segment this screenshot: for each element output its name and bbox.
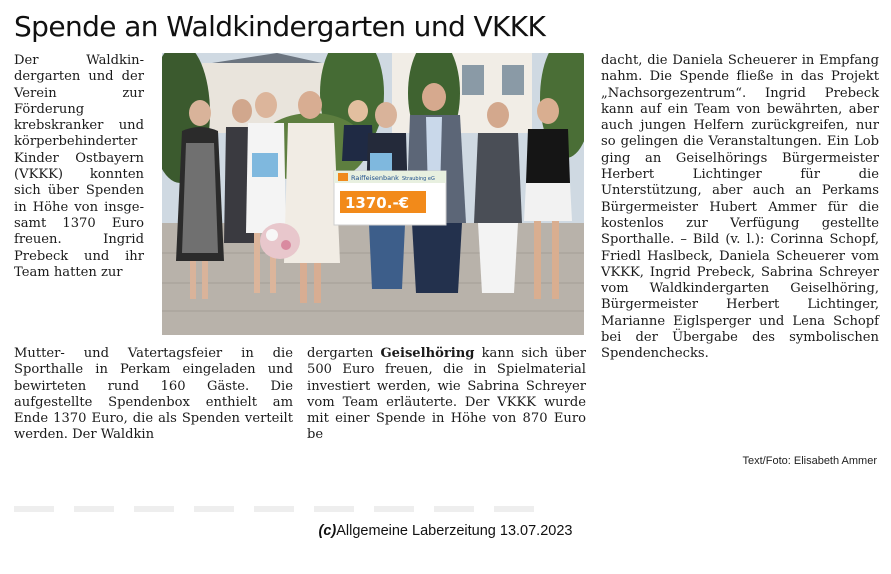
source-text: Allgemeine Laberzeitung 13.07.2023 — [336, 523, 573, 539]
source-line — [0, 523, 891, 539]
article-column-1-top: Der Waldkindergarten und der Verein zur Förderung krebskranker und körperbehinderter Kinder Ostbayern (VKKK) konnten sich über Spenden in Höhe von insgesamt 1370 Euro freuen. Ingrid Prebeck und ihr Team hatten zur — [14, 53, 144, 280]
article-column-1-bottom: Mutter- und Vatertagsfeier in die Sporthalle in Perkam eingeladen und bewirteten rund 160 Gäste. Die aufgestellte Spendenbox enthielt am Ende 1370 Euro, die als Spenden verteilt werden. Der Waldkin — [14, 346, 293, 443]
photo-credit: Text/Foto: Elisabeth Ammer — [742, 455, 877, 467]
article-headline: Spende an Waldkindergarten und VKKK — [14, 10, 546, 43]
bold-place-name: Geiselhöring — [380, 346, 475, 361]
check-amount: 1370.-€ — [345, 194, 410, 212]
check-bank-name: Raiffeisenbank — [351, 174, 399, 182]
donation-check — [334, 171, 446, 225]
copyright-mark: (c) — [318, 523, 337, 539]
article-column-3: dacht, die Daniela Scheuerer in Empfang nahm. Die Spende fließe in das Projekt „Nachsorgezentrum“. Ingrid Prebeck kann auf ein Team von bewährten, aber auch jungen Helfern zurückgreifen, nur so gelingen die Veranstaltungen. Ein Lob ging an Geiselhörings Bürgermeister Herbert Lichtinger für die Unterstützung, aber auch an Perkams Bürgermeister Hubert Ammer für die kostenlos zur Verfügung gestellte Sporthalle. – Bild (v. l.): Corinna Schopf, Friedl Haslbeck, Daniela Scheuerer vom VKKK, Ingrid Prebeck, Sabrina Schreyer vom Waldkindergarten Geiselhöring, Bürgermeister Herbert Lichtinger, Marianne Eiglsperger und Lena Schopf bei der Übergabe des symbolischen Spendenchecks. — [601, 53, 879, 362]
article-column-2-bottom — [307, 346, 586, 444]
check-bank-sub: Straubing eG — [402, 176, 435, 182]
article-photo — [162, 53, 584, 335]
column-2-text-end: kann sich über 500 Euro freuen, die in Spielmaterial investiert werden, wie Sabrina Schreyer vom Team erläuterte. Der VKKK wurde mit einer Spende in Höhe von 870 Euro be — [307, 346, 586, 443]
cut-off-text-remnant — [14, 506, 534, 512]
column-2-text-start: dergarten — [307, 346, 381, 361]
